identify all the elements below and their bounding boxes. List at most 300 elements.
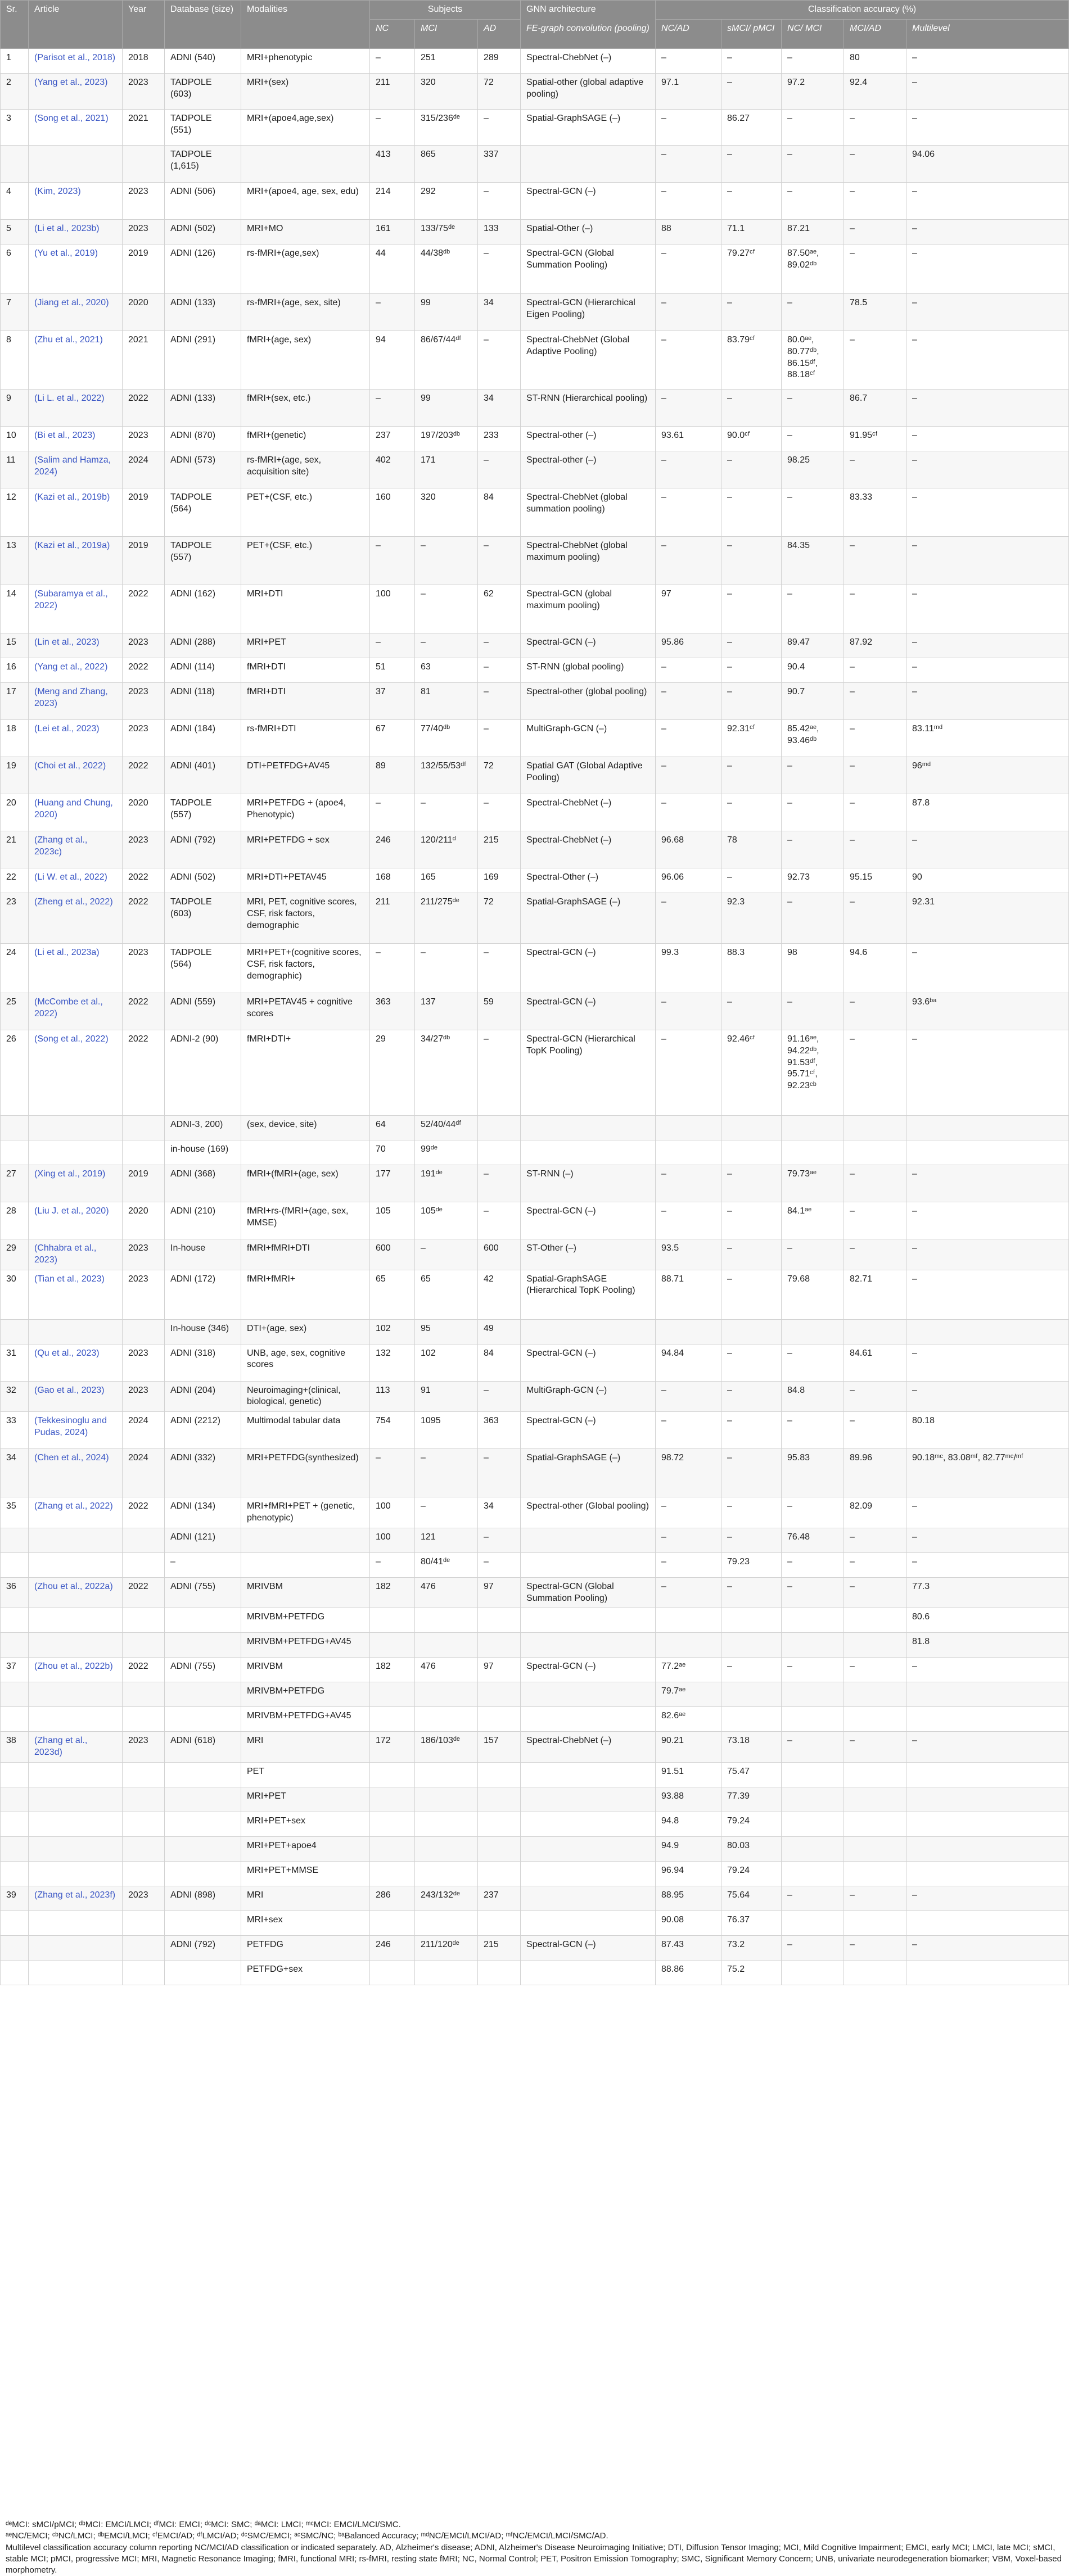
cell-gnn-architecture: Spectral-GCN (Hierarchical TopK Pooling) — [521, 1030, 656, 1116]
cell-nc — [370, 1762, 415, 1787]
table-row — [1, 944, 1069, 993]
cell-database: ADNI (559) — [165, 993, 241, 1030]
cell-smci-pmci: 79.24 — [721, 1812, 782, 1836]
cell-mci — [415, 1960, 478, 1985]
cell-mci — [415, 1861, 478, 1886]
table-row — [1, 757, 1069, 794]
cell-database: ADNI (133) — [165, 294, 241, 331]
cell-mci: 95 — [415, 1319, 478, 1344]
cell-smci-pmci: – — [721, 1344, 782, 1381]
cell-mci: – — [415, 1497, 478, 1528]
cell-gnn-architecture — [521, 1836, 656, 1861]
cell-smci-pmci: 90.0ᶜᶠ — [721, 427, 782, 451]
cell-database: ADNI (368) — [165, 1165, 241, 1202]
cell-sr: 18 — [1, 720, 29, 757]
cell-smci-pmci: – — [721, 1412, 782, 1449]
cell-multilevel: – — [906, 1270, 1069, 1319]
cell-nc: 600 — [370, 1239, 415, 1270]
cell-database — [165, 1682, 241, 1707]
cell-mci-ad: – — [844, 220, 906, 245]
table-row — [1, 1344, 1069, 1381]
cell-multilevel: 80.6 — [906, 1608, 1069, 1633]
cell-mci-ad: – — [844, 1732, 906, 1763]
cell-article[interactable]: (Zhang et al., 2022) — [29, 1497, 123, 1528]
cell-nc-mci: – — [782, 110, 844, 146]
cell-gnn-architecture: Spectral-GCN (–) — [521, 1658, 656, 1682]
cell-multilevel: 80.18 — [906, 1412, 1069, 1449]
cell-database — [165, 1707, 241, 1732]
cell-multilevel — [906, 1861, 1069, 1886]
cell-article[interactable]: (Li et al., 2023b) — [29, 220, 123, 245]
cell-multilevel: – — [906, 294, 1069, 331]
cell-multilevel: – — [906, 488, 1069, 537]
cell-nc: 105 — [370, 1202, 415, 1239]
cell-mci-ad: 82.09 — [844, 1497, 906, 1528]
cell-nc: – — [370, 633, 415, 658]
cell-nc-ad: – — [656, 183, 721, 220]
cell-gnn-architecture: MultiGraph-GCN (–) — [521, 720, 656, 757]
cell-nc-mci: – — [782, 427, 844, 451]
cell-smci-pmci: – — [721, 537, 782, 585]
cell-year: 2023 — [123, 74, 165, 110]
cell-year: 2022 — [123, 1030, 165, 1116]
cell-modalities: MRI+fMRI+PET + (genetic, phenotypic) — [241, 1497, 370, 1528]
cell-nc: 113 — [370, 1381, 415, 1412]
cell-gnn-architecture: Spectral-ChebNet (–) — [521, 831, 656, 868]
cell-database — [165, 1762, 241, 1787]
cell-nc-mci: – — [782, 49, 844, 74]
cell-mci-ad: – — [844, 1202, 906, 1239]
cell-nc: – — [370, 49, 415, 74]
cell-sr: 37 — [1, 1658, 29, 1682]
cell-smci-pmci — [721, 1682, 782, 1707]
table-row — [1, 427, 1069, 451]
header-ad: AD — [478, 20, 521, 49]
cell-year — [123, 1319, 165, 1344]
table-row — [1, 1707, 1069, 1732]
cell-ad: – — [478, 451, 521, 488]
cell-mci: 292 — [415, 183, 478, 220]
cell-sr: 7 — [1, 294, 29, 331]
table-footnotes — [0, 2519, 1068, 2576]
cell-nc-mci: 87.21 — [782, 220, 844, 245]
cell-smci-pmci: 92.31ᶜᶠ — [721, 720, 782, 757]
table-row — [1, 537, 1069, 585]
header-year: Year — [123, 1, 165, 49]
cell-nc-ad: – — [656, 658, 721, 683]
cell-mci: 121 — [415, 1528, 478, 1552]
cell-nc: 402 — [370, 451, 415, 488]
table-row — [1, 1270, 1069, 1319]
cell-sr: 12 — [1, 488, 29, 537]
cell-mci: 65 — [415, 1270, 478, 1319]
cell-multilevel: – — [906, 427, 1069, 451]
cell-article[interactable]: (Zhang et al., 2023c) — [29, 831, 123, 868]
cell-ad: – — [478, 183, 521, 220]
cell-nc: 182 — [370, 1577, 415, 1608]
cell-sr — [1, 1608, 29, 1633]
cell-year: 2022 — [123, 1497, 165, 1528]
cell-article — [29, 1319, 123, 1344]
cell-gnn-architecture: Spectral-ChebNet (–) — [521, 49, 656, 74]
cell-nc-ad: 91.51 — [656, 1762, 721, 1787]
cell-article[interactable]: (Li W. et al., 2022) — [29, 868, 123, 893]
cell-article[interactable]: (McCombe et al., 2022) — [29, 993, 123, 1030]
cell-nc: – — [370, 1449, 415, 1497]
cell-article[interactable]: (Bi et al., 2023) — [29, 427, 123, 451]
cell-nc-ad: 79.7ᵃᵉ — [656, 1682, 721, 1707]
cell-modalities: MRI+(apoe4, age, sex, edu) — [241, 183, 370, 220]
cell-nc-mci — [782, 1140, 844, 1165]
cell-article[interactable]: (Yang et al., 2023) — [29, 74, 123, 110]
cell-sr: 13 — [1, 537, 29, 585]
cell-nc: 64 — [370, 1116, 415, 1140]
cell-gnn-architecture — [521, 1812, 656, 1836]
cell-nc: 132 — [370, 1344, 415, 1381]
cell-ad: 72 — [478, 74, 521, 110]
cell-database: In-house (346) — [165, 1319, 241, 1344]
cell-mci: 320 — [415, 74, 478, 110]
cell-ad: – — [478, 944, 521, 993]
cell-nc: 172 — [370, 1732, 415, 1763]
cell-database: ADNI (755) — [165, 1577, 241, 1608]
header-article: Article — [29, 1, 123, 49]
cell-nc-ad: 77.2ᵃᵉ — [656, 1658, 721, 1682]
cell-sr: 35 — [1, 1497, 29, 1528]
cell-mci: 80/41ᵈᵉ — [415, 1552, 478, 1577]
cell-database: in-house (169) — [165, 1140, 241, 1165]
cell-modalities: MRI+DTI+PETAV45 — [241, 868, 370, 893]
cell-article[interactable]: (Chhabra et al., 2023) — [29, 1239, 123, 1270]
cell-ad: – — [478, 794, 521, 831]
cell-smci-pmci: – — [721, 146, 782, 183]
cell-nc-mci: – — [782, 1732, 844, 1763]
cell-mci-ad — [844, 1682, 906, 1707]
cell-database — [165, 1787, 241, 1812]
cell-sr: 27 — [1, 1165, 29, 1202]
cell-multilevel: – — [906, 1528, 1069, 1552]
cell-database: ADNI (502) — [165, 868, 241, 893]
cell-sr — [1, 1552, 29, 1577]
table-row — [1, 488, 1069, 537]
cell-gnn-architecture — [521, 146, 656, 183]
cell-mci-ad: – — [844, 1528, 906, 1552]
cell-year: 2022 — [123, 1658, 165, 1682]
cell-modalities: fMRI+DTI — [241, 658, 370, 683]
cell-multilevel: 90 — [906, 868, 1069, 893]
cell-nc: 246 — [370, 1935, 415, 1960]
cell-modalities: (sex, device, site) — [241, 1116, 370, 1140]
cell-gnn-architecture — [521, 1140, 656, 1165]
header-smci-pmci: sMCI/ pMCI — [721, 20, 782, 49]
cell-smci-pmci: – — [721, 1658, 782, 1682]
cell-ad: – — [478, 1202, 521, 1239]
cell-multilevel — [906, 1319, 1069, 1344]
cell-gnn-architecture: Spatial-GraphSAGE (Hierarchical TopK Pooling) — [521, 1270, 656, 1319]
cell-nc-ad: 94.9 — [656, 1836, 721, 1861]
cell-multilevel: 81.8 — [906, 1633, 1069, 1658]
cell-mci: 1095 — [415, 1412, 478, 1449]
cell-article[interactable]: (Zhang et al., 2023f) — [29, 1886, 123, 1911]
cell-multilevel — [906, 1836, 1069, 1861]
cell-modalities: MRI+PETFDG(synthesized) — [241, 1449, 370, 1497]
cell-mci: – — [415, 1449, 478, 1497]
cell-nc-mci: 90.7 — [782, 683, 844, 720]
cell-smci-pmci: – — [721, 585, 782, 633]
table-row — [1, 1140, 1069, 1165]
cell-ad: 363 — [478, 1412, 521, 1449]
cell-article — [29, 1528, 123, 1552]
cell-article[interactable]: (Zheng et al., 2022) — [29, 893, 123, 944]
cell-article[interactable]: (Parisot et al., 2018) — [29, 49, 123, 74]
cell-mci-ad: – — [844, 794, 906, 831]
cell-mci-ad — [844, 1787, 906, 1812]
cell-database: TADPOLE (564) — [165, 944, 241, 993]
cell-sr: 3 — [1, 110, 29, 146]
cell-article[interactable]: (Jiang et al., 2020) — [29, 294, 123, 331]
cell-modalities: fMRI+rs-(fMRI+(age, sex, MMSE) — [241, 1202, 370, 1239]
cell-modalities: Neuroimaging+(clinical, biological, genetic) — [241, 1381, 370, 1412]
cell-nc-ad: 90.21 — [656, 1732, 721, 1763]
cell-year: 2020 — [123, 794, 165, 831]
cell-article[interactable]: (Yu et al., 2019) — [29, 245, 123, 294]
cell-mci: 99 — [415, 294, 478, 331]
cell-smci-pmci: 86.27 — [721, 110, 782, 146]
cell-article[interactable]: (Tian et al., 2023) — [29, 1270, 123, 1319]
cell-year — [123, 1140, 165, 1165]
header-multilevel: Multilevel — [906, 20, 1069, 49]
cell-nc-mci: 91.16ᵃᵉ, 94.22ᵈᵇ, 91.53ᵈᶠ, 95.71ᶜᶠ, 92.23ᶜᵇ — [782, 1030, 844, 1116]
cell-database: ADNI (162) — [165, 585, 241, 633]
cell-year — [123, 1633, 165, 1658]
cell-nc-mci: – — [782, 757, 844, 794]
cell-database: ADNI (318) — [165, 1344, 241, 1381]
cell-smci-pmci: – — [721, 868, 782, 893]
cell-article[interactable]: (Chen et al., 2024) — [29, 1449, 123, 1497]
cell-article[interactable]: (Gao et al., 2023) — [29, 1381, 123, 1412]
cell-gnn-architecture: ST-RNN (global pooling) — [521, 658, 656, 683]
cell-smci-pmci: – — [721, 757, 782, 794]
cell-nc-ad: 88.95 — [656, 1886, 721, 1911]
cell-nc-mci — [782, 1608, 844, 1633]
cell-nc-mci: – — [782, 1412, 844, 1449]
cell-modalities: MRIVBM+PETFDG — [241, 1608, 370, 1633]
cell-article[interactable]: (Zhu et al., 2021) — [29, 331, 123, 390]
cell-article[interactable]: (Choi et al., 2022) — [29, 757, 123, 794]
cell-year: 2019 — [123, 488, 165, 537]
table-row — [1, 1239, 1069, 1270]
cell-smci-pmci: 75.47 — [721, 1762, 782, 1787]
cell-mci — [415, 1812, 478, 1836]
cell-article[interactable]: (Zhou et al., 2022b) — [29, 1658, 123, 1682]
cell-mci-ad: – — [844, 451, 906, 488]
cell-gnn-architecture: Spectral-GCN (–) — [521, 183, 656, 220]
cell-gnn-architecture — [521, 1762, 656, 1787]
cell-nc: 363 — [370, 993, 415, 1030]
cell-mci — [415, 1633, 478, 1658]
cell-sr — [1, 1319, 29, 1344]
cell-article[interactable]: (Zhang et al., 2023d) — [29, 1732, 123, 1763]
cell-mci-ad: – — [844, 146, 906, 183]
cell-article[interactable]: (Salim and Hamza, 2024) — [29, 451, 123, 488]
cell-article[interactable]: (Li L. et al., 2022) — [29, 390, 123, 427]
cell-article[interactable]: (Kazi et al., 2019a) — [29, 537, 123, 585]
cell-gnn-architecture: Spatial-Other (–) — [521, 220, 656, 245]
cell-ad — [478, 1140, 521, 1165]
cell-nc-ad: 98.72 — [656, 1449, 721, 1497]
table-row — [1, 720, 1069, 757]
cell-year: 2023 — [123, 1239, 165, 1270]
header-nc-ad: NC/AD — [656, 20, 721, 49]
header-subjects: Subjects — [370, 1, 521, 20]
cell-nc: – — [370, 110, 415, 146]
cell-article — [29, 1836, 123, 1861]
cell-nc — [370, 1608, 415, 1633]
cell-nc: 67 — [370, 720, 415, 757]
cell-article[interactable]: (Huang and Chung, 2020) — [29, 794, 123, 831]
cell-article[interactable]: (Qu et al., 2023) — [29, 1344, 123, 1381]
table-row — [1, 1116, 1069, 1140]
cell-gnn-architecture — [521, 1319, 656, 1344]
cell-year — [123, 1707, 165, 1732]
cell-ad: – — [478, 331, 521, 390]
cell-mci — [415, 1911, 478, 1935]
cell-gnn-architecture: Spatial-GraphSAGE (–) — [521, 110, 656, 146]
cell-nc-mci: 84.1ᵃᵉ — [782, 1202, 844, 1239]
cell-mci: 165 — [415, 868, 478, 893]
cell-smci-pmci: – — [721, 993, 782, 1030]
table-row — [1, 49, 1069, 74]
header-accuracy: Classification accuracy (%) — [656, 1, 1069, 20]
cell-nc-mci: – — [782, 294, 844, 331]
cell-smci-pmci: – — [721, 74, 782, 110]
cell-smci-pmci: 79.23 — [721, 1552, 782, 1577]
cell-sr — [1, 1762, 29, 1787]
cell-article[interactable]: (Kim, 2023) — [29, 183, 123, 220]
cell-sr: 31 — [1, 1344, 29, 1381]
cell-gnn-architecture: MultiGraph-GCN (–) — [521, 1381, 656, 1412]
cell-article[interactable]: (Subaramya et al., 2022) — [29, 585, 123, 633]
cell-nc-ad: – — [656, 294, 721, 331]
cell-ad — [478, 1682, 521, 1707]
cell-multilevel: – — [906, 183, 1069, 220]
cell-mci: 77/40ᵈᵇ — [415, 720, 478, 757]
cell-sr: 2 — [1, 74, 29, 110]
cell-ad: 337 — [478, 146, 521, 183]
cell-mci: 476 — [415, 1577, 478, 1608]
cell-article[interactable]: (Song et al., 2021) — [29, 110, 123, 146]
cell-article[interactable]: (Liu J. et al., 2020) — [29, 1202, 123, 1239]
cell-article[interactable]: (Lei et al., 2023) — [29, 720, 123, 757]
cell-mci-ad — [844, 1140, 906, 1165]
cell-modalities: MRI+sex — [241, 1911, 370, 1935]
cell-article[interactable]: (Xing et al., 2019) — [29, 1165, 123, 1202]
cell-sr — [1, 1836, 29, 1861]
cell-year: 2020 — [123, 1202, 165, 1239]
cell-sr — [1, 1787, 29, 1812]
cell-article[interactable]: (Lin et al., 2023) — [29, 633, 123, 658]
cell-article[interactable]: (Kazi et al., 2019b) — [29, 488, 123, 537]
cell-article — [29, 1812, 123, 1836]
cell-mci: 137 — [415, 993, 478, 1030]
cell-nc-ad: 93.61 — [656, 427, 721, 451]
cell-nc-ad: 90.08 — [656, 1911, 721, 1935]
cell-nc: – — [370, 390, 415, 427]
cell-multilevel — [906, 1762, 1069, 1787]
cell-article[interactable]: (Song et al., 2022) — [29, 1030, 123, 1116]
cell-article[interactable]: (Zhou et al., 2022a) — [29, 1577, 123, 1608]
table-row — [1, 451, 1069, 488]
cell-mci-ad: – — [844, 757, 906, 794]
header-modalities: Modalities — [241, 1, 370, 49]
cell-year: 2022 — [123, 993, 165, 1030]
table-row — [1, 390, 1069, 427]
header-sr: Sr. — [1, 1, 29, 49]
cell-multilevel: 92.31 — [906, 893, 1069, 944]
cell-smci-pmci: – — [721, 1577, 782, 1608]
cell-mci-ad: – — [844, 1935, 906, 1960]
cell-article — [29, 1140, 123, 1165]
cell-nc: 29 — [370, 1030, 415, 1116]
cell-database: ADNI (172) — [165, 1270, 241, 1319]
cell-multilevel: – — [906, 1030, 1069, 1116]
cell-database: TADPOLE (557) — [165, 794, 241, 831]
cell-ad: – — [478, 1552, 521, 1577]
cell-modalities: DTI+(age, sex) — [241, 1319, 370, 1344]
footnote-line: ᵃᵉNC/EMCI; ᶜᵇNC/LMCI; ᵈᵇEMCI/LMCI; ᶜᶠEMCI/AD; ᵈᶠLMCI/AD; ᵈᶜSMC/EMCI; ᵃᶜSMC/NC; ᵇᵃBalanced Accuracy; ᵐᵈNC/EMCI/LMCI/AD; ᵐᶠNC/EMCI/LMCI/SMC/AD. — [6, 2530, 1063, 2542]
table-row — [1, 1319, 1069, 1344]
cell-modalities: MRIVBM+PETFDG+AV45 — [241, 1707, 370, 1732]
cell-smci-pmci: – — [721, 633, 782, 658]
cell-smci-pmci: – — [721, 294, 782, 331]
cell-database: – — [165, 1552, 241, 1577]
cell-nc — [370, 1861, 415, 1886]
cell-nc: 182 — [370, 1658, 415, 1682]
cell-article[interactable]: (Li et al., 2023a) — [29, 944, 123, 993]
cell-nc: 168 — [370, 868, 415, 893]
cell-multilevel: – — [906, 110, 1069, 146]
cell-nc-mci: 84.35 — [782, 537, 844, 585]
cell-ad: 42 — [478, 1270, 521, 1319]
cell-year: 2022 — [123, 893, 165, 944]
cell-multilevel — [906, 1116, 1069, 1140]
cell-modalities: MRI+MO — [241, 220, 370, 245]
cell-sr — [1, 1911, 29, 1935]
cell-article — [29, 1682, 123, 1707]
cell-ad: – — [478, 1449, 521, 1497]
table-row — [1, 1682, 1069, 1707]
cell-mci: – — [415, 633, 478, 658]
cell-article[interactable]: (Meng and Zhang, 2023) — [29, 683, 123, 720]
cell-gnn-architecture: ST-Other (–) — [521, 1239, 656, 1270]
cell-nc-ad: 93.88 — [656, 1787, 721, 1812]
cell-year: 2023 — [123, 1344, 165, 1381]
cell-sr — [1, 1861, 29, 1886]
cell-smci-pmci — [721, 1707, 782, 1732]
cell-article[interactable]: (Yang et al., 2022) — [29, 658, 123, 683]
cell-article[interactable]: (Tekkesinoglu and Pudas, 2024) — [29, 1412, 123, 1449]
cell-nc-mci: – — [782, 146, 844, 183]
cell-modalities: MRIVBM — [241, 1577, 370, 1608]
cell-article — [29, 1787, 123, 1812]
cell-nc — [370, 1787, 415, 1812]
cell-ad — [478, 1608, 521, 1633]
cell-ad: 62 — [478, 585, 521, 633]
cell-database — [165, 1861, 241, 1886]
cell-nc-ad: – — [656, 1202, 721, 1239]
cell-gnn-architecture: Spectral-GCN (–) — [521, 1202, 656, 1239]
cell-modalities: MRI+(apoe4,age,sex) — [241, 110, 370, 146]
